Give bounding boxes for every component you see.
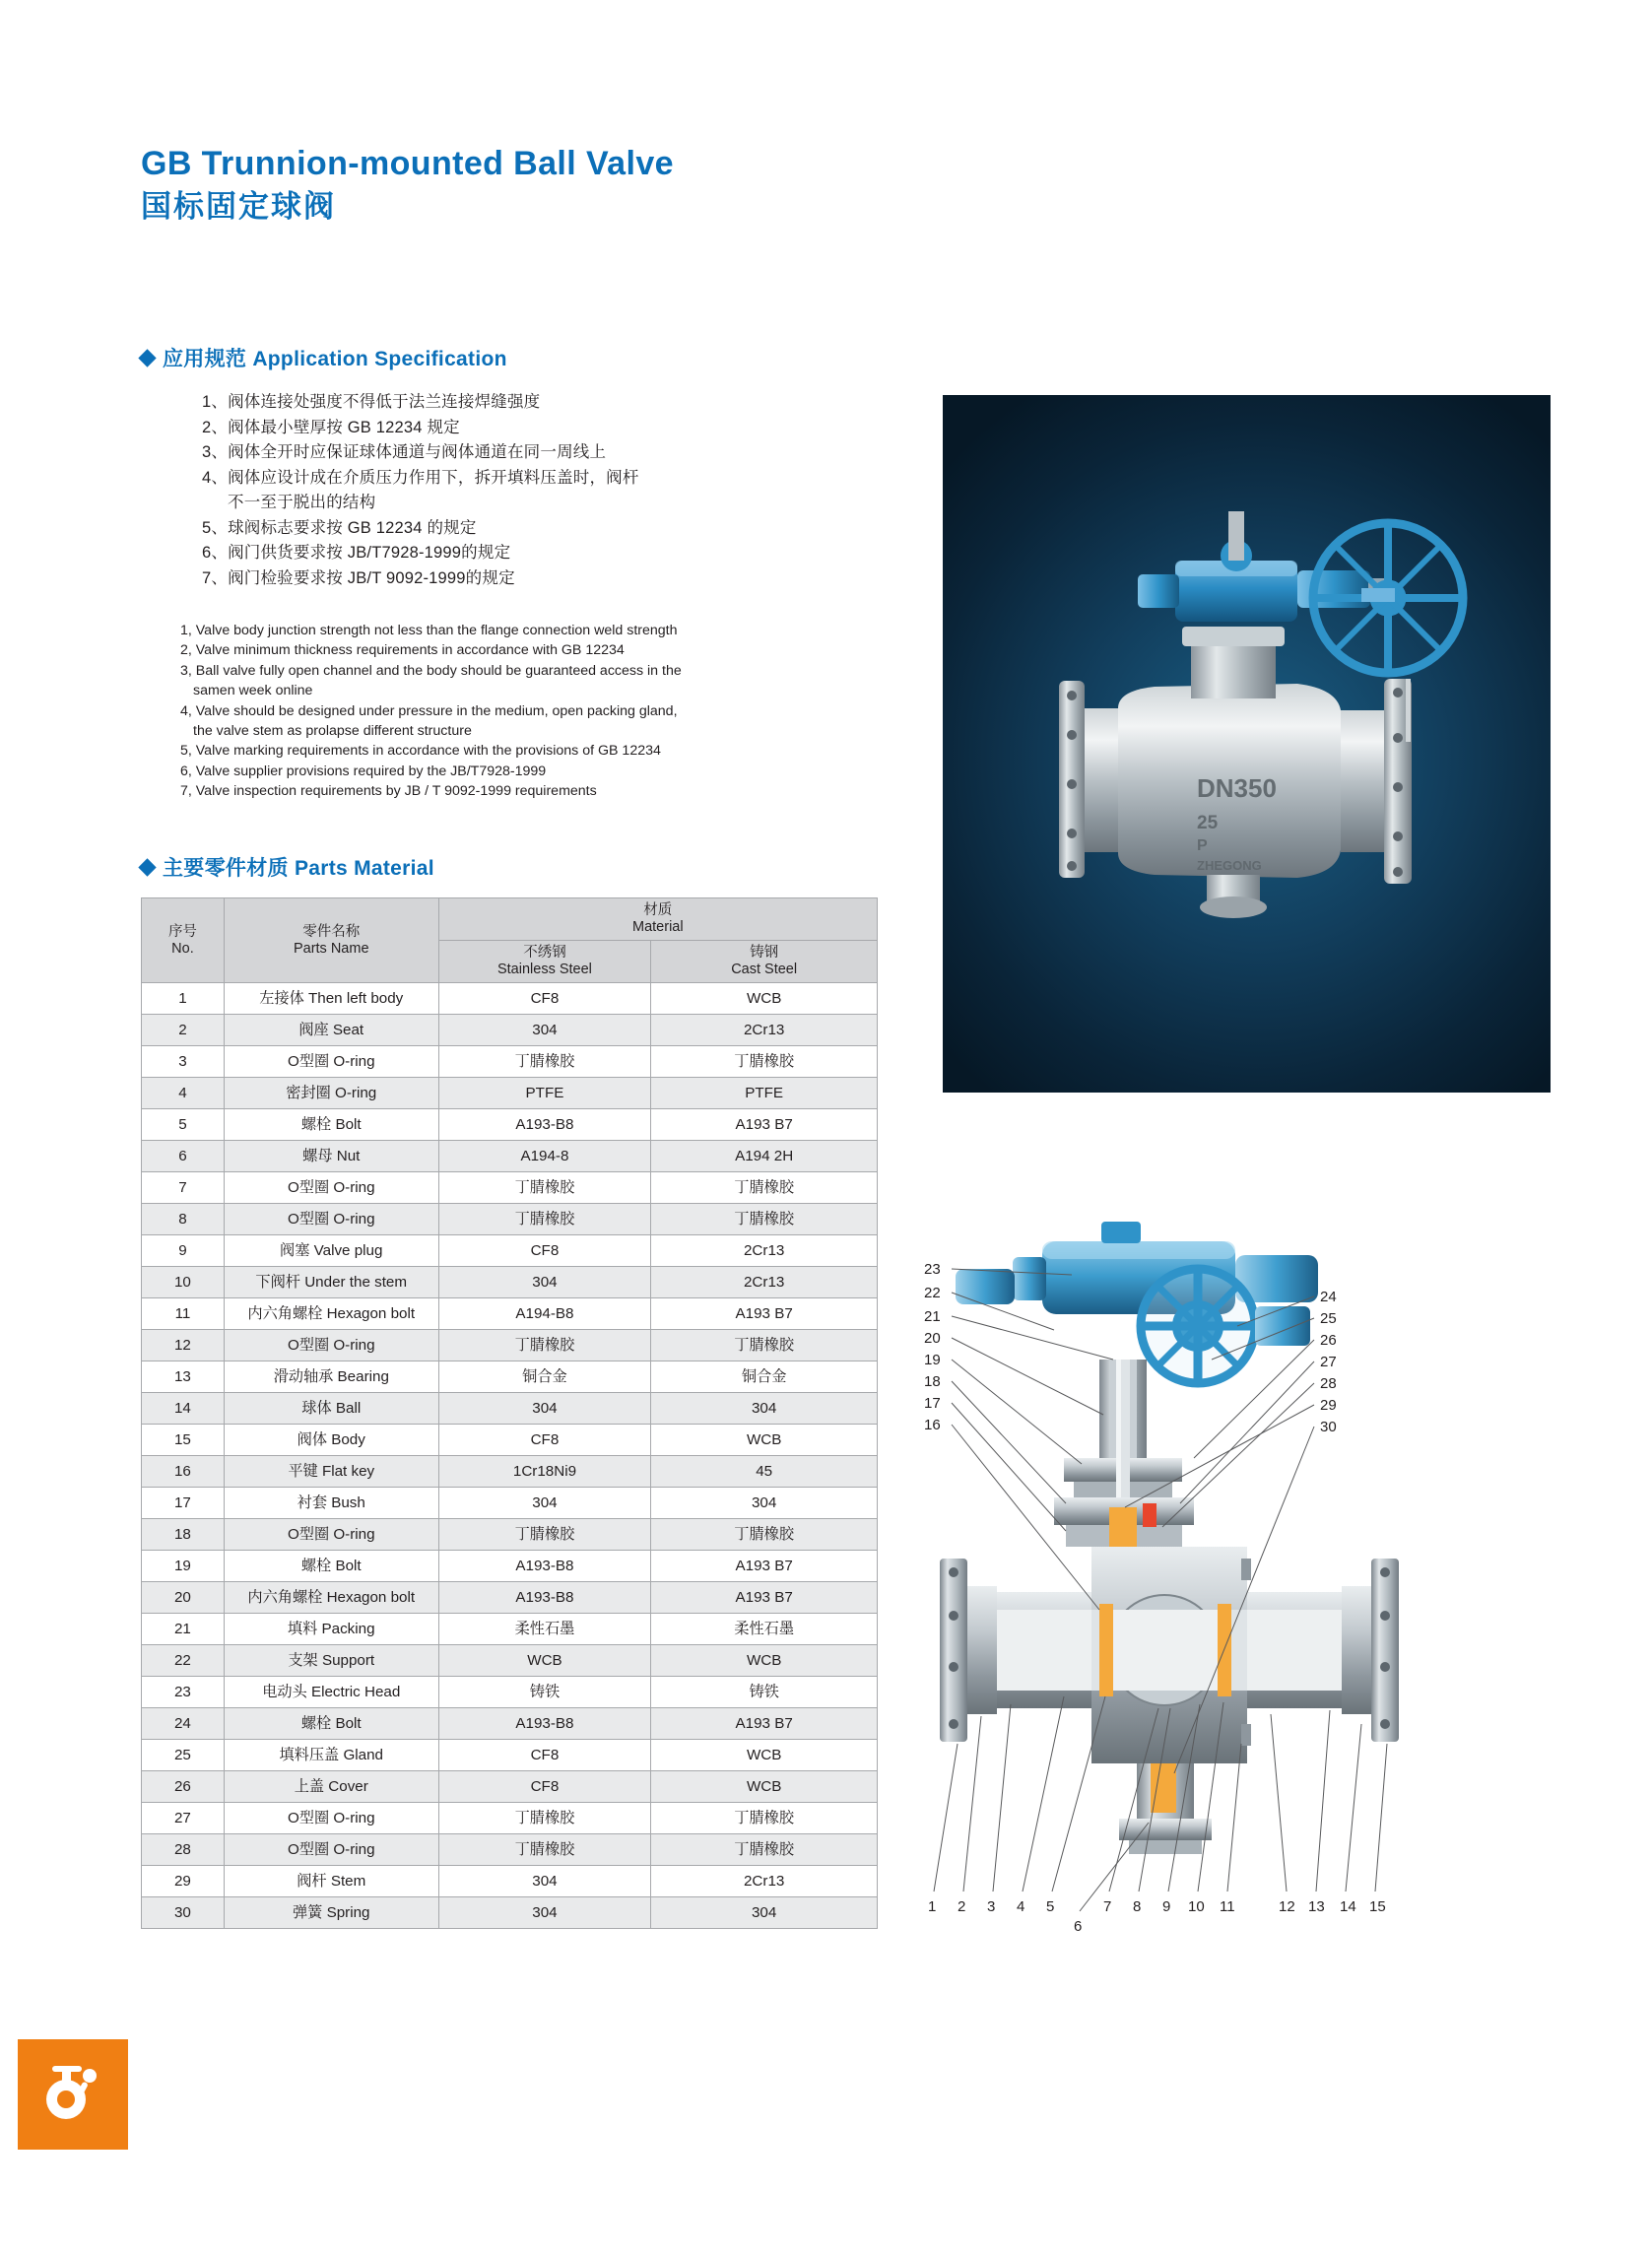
callout-bottom: 9 [1162, 1898, 1171, 1915]
section-heading-application-cn: 应用规范 [163, 348, 247, 370]
cell-no: 26 [142, 1771, 225, 1803]
callout-bottom-extra: 6 [1074, 1918, 1083, 1935]
cell-no: 30 [142, 1897, 225, 1929]
cell-stainless-steel: 丁腈橡胶 [438, 1172, 651, 1204]
callout-left: 20 [924, 1330, 941, 1347]
cell-cast-steel: WCB [651, 1645, 878, 1677]
cell-stainless-steel: 丁腈橡胶 [438, 1046, 651, 1078]
table-row [142, 1361, 878, 1393]
callout-left: 16 [924, 1417, 941, 1433]
cell-cast-steel: WCB [651, 1740, 878, 1771]
callout-right: 30 [1320, 1419, 1337, 1435]
table-row [142, 1708, 878, 1740]
cell-stainless-steel: CF8 [438, 1235, 651, 1267]
cell-no: 13 [142, 1361, 225, 1393]
cell-no: 21 [142, 1614, 225, 1645]
cell-parts-name: 弹簧 Spring [224, 1897, 438, 1929]
table-row [142, 1519, 878, 1551]
spec-item-en: 5, Valve marking requirements in accordance with the provisions of GB 12234 [180, 743, 661, 760]
svg-text:DN350: DN350 [1197, 773, 1277, 803]
table-row [142, 1109, 878, 1141]
table-row [142, 1425, 878, 1456]
cell-stainless-steel: PTFE [438, 1078, 651, 1109]
cell-parts-name: 球体 Ball [224, 1393, 438, 1425]
table-header-row-1 [142, 898, 878, 941]
cell-no: 22 [142, 1645, 225, 1677]
valve-cutaway-diagram [916, 1212, 1566, 1960]
cell-cast-steel: WCB [651, 1425, 878, 1456]
spec-item-en-continuation: samen week online [193, 683, 313, 699]
callout-left: 22 [924, 1285, 941, 1301]
callout-left: 23 [924, 1261, 941, 1278]
cell-stainless-steel: A193-B8 [438, 1708, 651, 1740]
table-row [142, 1172, 878, 1204]
callout-bottom: 15 [1369, 1898, 1386, 1915]
cell-parts-name: 螺栓 Bolt [224, 1109, 438, 1141]
cell-cast-steel: A193 B7 [651, 1109, 878, 1141]
svg-text:25: 25 [1197, 813, 1219, 833]
table-row [142, 1866, 878, 1897]
cell-parts-name: 填料 Packing [224, 1614, 438, 1645]
cell-cast-steel: 2Cr13 [651, 1015, 878, 1046]
callout-bottom: 7 [1103, 1898, 1112, 1915]
cell-no: 29 [142, 1866, 225, 1897]
cell-parts-name: 螺栓 Bolt [224, 1551, 438, 1582]
cell-no: 23 [142, 1677, 225, 1708]
cell-parts-name: 支架 Support [224, 1645, 438, 1677]
cell-stainless-steel: CF8 [438, 983, 651, 1015]
cell-parts-name: 密封圈 O-ring [224, 1078, 438, 1109]
cell-stainless-steel: 304 [438, 1866, 651, 1897]
callout-bottom: 2 [958, 1898, 966, 1915]
cell-parts-name: 内六角螺栓 Hexagon bolt [224, 1298, 438, 1330]
table-row [142, 1046, 878, 1078]
table-row [142, 1582, 878, 1614]
spec-item-en: 1, Valve body junction strength not less than the flange connection weld strength [180, 623, 678, 638]
spec-item-en: 7, Valve inspection requirements by JB / T 9092-1999 requirements [180, 783, 597, 800]
table-row [142, 1015, 878, 1046]
spec-item-cn: 6、阀门供货要求按 JB/T7928-1999的规定 [202, 544, 511, 562]
cell-cast-steel: 丁腈橡胶 [651, 1834, 878, 1866]
section-heading-parts [141, 852, 434, 882]
cell-cast-steel: 铸铁 [651, 1677, 878, 1708]
table-row [142, 1330, 878, 1361]
cell-parts-name: 阀杆 Stem [224, 1866, 438, 1897]
table-header-stainless-steel: 不绣钢 Stainless Steel [438, 941, 651, 983]
cell-no: 20 [142, 1582, 225, 1614]
section-heading-parts-en: Parts Material [294, 857, 434, 880]
cell-parts-name: 衬套 Bush [224, 1488, 438, 1519]
cell-cast-steel: A193 B7 [651, 1708, 878, 1740]
title-chinese: 国标固定球阀 [141, 189, 336, 225]
cell-cast-steel: 柔性石墨 [651, 1614, 878, 1645]
cell-cast-steel: A193 B7 [651, 1551, 878, 1582]
cell-parts-name: O型圈 O-ring [224, 1834, 438, 1866]
cell-stainless-steel: A194-8 [438, 1141, 651, 1172]
cell-stainless-steel: 304 [438, 1393, 651, 1425]
table-row [142, 1298, 878, 1330]
cell-cast-steel: 45 [651, 1456, 878, 1488]
cell-no: 9 [142, 1235, 225, 1267]
callout-left: 19 [924, 1352, 941, 1368]
table-row [142, 1488, 878, 1519]
spec-item-cn-continuation: 不一至于脱出的结构 [228, 494, 376, 511]
cell-no: 4 [142, 1078, 225, 1109]
table-row [142, 1551, 878, 1582]
callout-bottom: 1 [928, 1898, 937, 1915]
callout-bottom: 12 [1279, 1898, 1295, 1915]
table-row [142, 1267, 878, 1298]
cell-parts-name: O型圈 O-ring [224, 1519, 438, 1551]
svg-text:P: P [1197, 837, 1208, 854]
spec-item-en: 3, Ball valve fully open channel and the body should be guaranteed access in the [180, 662, 682, 679]
cell-no: 11 [142, 1298, 225, 1330]
section-heading-application-en: Application Specification [252, 348, 507, 370]
callout-right: 27 [1320, 1354, 1337, 1370]
cell-no: 1 [142, 983, 225, 1015]
spec-item-en: 6, Valve supplier provisions required by the JB/T7928-1999 [180, 763, 547, 779]
cell-no: 19 [142, 1551, 225, 1582]
table-row [142, 1204, 878, 1235]
cell-cast-steel: 丁腈橡胶 [651, 1172, 878, 1204]
cutaway-illustration [916, 1212, 1566, 1960]
table-row [142, 983, 878, 1015]
cell-parts-name: 平键 Flat key [224, 1456, 438, 1488]
cell-no: 16 [142, 1456, 225, 1488]
spec-item-en: 2, Valve minimum thickness requirements in accordance with GB 12234 [180, 642, 625, 659]
cell-cast-steel: 丁腈橡胶 [651, 1330, 878, 1361]
cell-stainless-steel: A193-B8 [438, 1582, 651, 1614]
cell-stainless-steel: 304 [438, 1015, 651, 1046]
cell-no: 10 [142, 1267, 225, 1298]
table-body [142, 983, 878, 1929]
cell-stainless-steel: CF8 [438, 1740, 651, 1771]
cell-parts-name: 电动头 Electric Head [224, 1677, 438, 1708]
spec-item-en: 4, Valve should be designed under pressure in the medium, open packing gland, [180, 702, 678, 719]
table-header-parts-name: 零件名称 Parts Name [224, 898, 438, 983]
cell-parts-name: 螺栓 Bolt [224, 1708, 438, 1740]
title-english: GB Trunnion-mounted Ball Valve [141, 145, 674, 182]
cell-stainless-steel: 丁腈橡胶 [438, 1204, 651, 1235]
spec-item-cn: 1、阀体连接处强度不得低于法兰连接焊缝强度 [202, 393, 541, 411]
cell-cast-steel: 304 [651, 1488, 878, 1519]
cell-cast-steel: PTFE [651, 1078, 878, 1109]
cell-parts-name: 下阀杆 Under the stem [224, 1267, 438, 1298]
cell-stainless-steel: 304 [438, 1897, 651, 1929]
cell-stainless-steel: 304 [438, 1267, 651, 1298]
valve-photo-illustration [943, 395, 1551, 1093]
cell-stainless-steel: 柔性石墨 [438, 1614, 651, 1645]
table-row [142, 1235, 878, 1267]
cell-no: 3 [142, 1046, 225, 1078]
valve-product-photo [943, 395, 1551, 1093]
cell-no: 7 [142, 1172, 225, 1204]
page-title [141, 146, 674, 224]
cell-parts-name: 阀座 Seat [224, 1015, 438, 1046]
cell-cast-steel: WCB [651, 983, 878, 1015]
callout-bottom: 10 [1188, 1898, 1205, 1915]
cell-stainless-steel: 丁腈橡胶 [438, 1803, 651, 1834]
cell-cast-steel: A193 B7 [651, 1582, 878, 1614]
cell-stainless-steel: CF8 [438, 1771, 651, 1803]
table-row [142, 1614, 878, 1645]
footer-logo [18, 2039, 128, 2150]
cell-parts-name: 左接体 Then left body [224, 983, 438, 1015]
callout-right: 26 [1320, 1332, 1337, 1349]
cell-cast-steel: 2Cr13 [651, 1866, 878, 1897]
cell-cast-steel: 丁腈橡胶 [651, 1803, 878, 1834]
application-spec-list-en [180, 621, 850, 802]
cell-parts-name: 螺母 Nut [224, 1141, 438, 1172]
table-row [142, 1078, 878, 1109]
cell-parts-name: 内六角螺栓 Hexagon bolt [224, 1582, 438, 1614]
callout-bottom: 3 [987, 1898, 996, 1915]
svg-text:ZHEGONG: ZHEGONG [1197, 858, 1262, 873]
callout-right: 25 [1320, 1310, 1337, 1327]
cell-cast-steel: 铜合金 [651, 1361, 878, 1393]
cell-no: 25 [142, 1740, 225, 1771]
table-row [142, 1771, 878, 1803]
diamond-bullet-icon [138, 349, 156, 366]
cell-cast-steel: A193 B7 [651, 1298, 878, 1330]
cell-parts-name: O型圈 O-ring [224, 1172, 438, 1204]
spec-item-cn: 4、阀体应设计成在介质压力作用下，拆开填料压盖时，阀杆 [202, 468, 639, 487]
application-spec-list-cn [202, 390, 892, 591]
section-heading-parts-cn: 主要零件材质 [163, 857, 289, 880]
callout-right: 28 [1320, 1375, 1337, 1392]
callout-right: 24 [1320, 1289, 1337, 1305]
cell-cast-steel: 304 [651, 1897, 878, 1929]
cell-no: 5 [142, 1109, 225, 1141]
callout-bottom: 11 [1220, 1898, 1235, 1915]
cell-parts-name: 阀体 Body [224, 1425, 438, 1456]
callout-left: 18 [924, 1373, 941, 1390]
table-row [142, 1834, 878, 1866]
callout-bottom: 4 [1017, 1898, 1025, 1915]
valve-logo-icon [36, 2058, 109, 2131]
cell-stainless-steel: CF8 [438, 1425, 651, 1456]
table-header-material: 材质 Material [438, 898, 877, 941]
table-row [142, 1141, 878, 1172]
cell-stainless-steel: A194-B8 [438, 1298, 651, 1330]
cell-no: 15 [142, 1425, 225, 1456]
table-header-no: 序号 No. [142, 898, 225, 983]
cell-no: 8 [142, 1204, 225, 1235]
cell-cast-steel: 丁腈橡胶 [651, 1204, 878, 1235]
cell-stainless-steel: WCB [438, 1645, 651, 1677]
cell-no: 17 [142, 1488, 225, 1519]
callout-bottom: 13 [1308, 1898, 1325, 1915]
diamond-bullet-icon [138, 858, 156, 876]
cell-no: 14 [142, 1393, 225, 1425]
cell-parts-name: 填料压盖 Gland [224, 1740, 438, 1771]
cell-no: 12 [142, 1330, 225, 1361]
cell-cast-steel: 丁腈橡胶 [651, 1519, 878, 1551]
cell-cast-steel: 304 [651, 1393, 878, 1425]
cell-cast-steel: 2Cr13 [651, 1235, 878, 1267]
callout-bottom: 14 [1340, 1898, 1356, 1915]
cell-parts-name: 阀塞 Valve plug [224, 1235, 438, 1267]
cell-no: 27 [142, 1803, 225, 1834]
callout-bottom: 5 [1046, 1898, 1055, 1915]
cell-stainless-steel: A193-B8 [438, 1109, 651, 1141]
table-row [142, 1897, 878, 1929]
cell-stainless-steel: 铜合金 [438, 1361, 651, 1393]
cell-no: 18 [142, 1519, 225, 1551]
cell-no: 24 [142, 1708, 225, 1740]
spec-item-cn: 5、球阀标志要求按 GB 12234 的规定 [202, 518, 477, 537]
cell-stainless-steel: 1Cr18Ni9 [438, 1456, 651, 1488]
callout-bottom: 8 [1133, 1898, 1142, 1915]
cell-no: 6 [142, 1141, 225, 1172]
callout-right: 29 [1320, 1397, 1337, 1414]
cell-cast-steel: A194 2H [651, 1141, 878, 1172]
cell-stainless-steel: 丁腈橡胶 [438, 1834, 651, 1866]
cell-no: 28 [142, 1834, 225, 1866]
section-heading-application [141, 343, 507, 372]
table-header [142, 898, 878, 983]
table-row [142, 1456, 878, 1488]
spec-item-cn: 7、阀门检验要求按 JB/T 9092-1999的规定 [202, 568, 515, 587]
cell-no: 2 [142, 1015, 225, 1046]
spec-item-cn: 3、阀体全开时应保证球体通道与阀体通道在同一周线上 [202, 443, 607, 461]
cell-stainless-steel: 铸铁 [438, 1677, 651, 1708]
table-row [142, 1740, 878, 1771]
cell-stainless-steel: 304 [438, 1488, 651, 1519]
cell-parts-name: 上盖 Cover [224, 1771, 438, 1803]
cell-parts-name: O型圈 O-ring [224, 1330, 438, 1361]
spec-item-en-continuation: the valve stem as prolapse different structure [193, 723, 472, 740]
callout-left: 21 [924, 1308, 941, 1325]
cell-cast-steel: 2Cr13 [651, 1267, 878, 1298]
cell-stainless-steel: A193-B8 [438, 1551, 651, 1582]
table-row [142, 1645, 878, 1677]
cell-parts-name: O型圈 O-ring [224, 1204, 438, 1235]
spec-item-cn: 2、阀体最小壁厚按 GB 12234 规定 [202, 418, 460, 436]
table-row [142, 1803, 878, 1834]
table-row [142, 1393, 878, 1425]
cell-stainless-steel: 丁腈橡胶 [438, 1519, 651, 1551]
cell-parts-name: O型圈 O-ring [224, 1046, 438, 1078]
cell-parts-name: 滑动轴承 Bearing [224, 1361, 438, 1393]
table-row [142, 1677, 878, 1708]
table-header-cast-steel: 铸钢 Cast Steel [651, 941, 878, 983]
cell-cast-steel: WCB [651, 1771, 878, 1803]
cell-cast-steel: 丁腈橡胶 [651, 1046, 878, 1078]
cell-stainless-steel: 丁腈橡胶 [438, 1330, 651, 1361]
parts-material-table [141, 897, 878, 1929]
cell-parts-name: O型圈 O-ring [224, 1803, 438, 1834]
callout-left: 17 [924, 1395, 941, 1412]
